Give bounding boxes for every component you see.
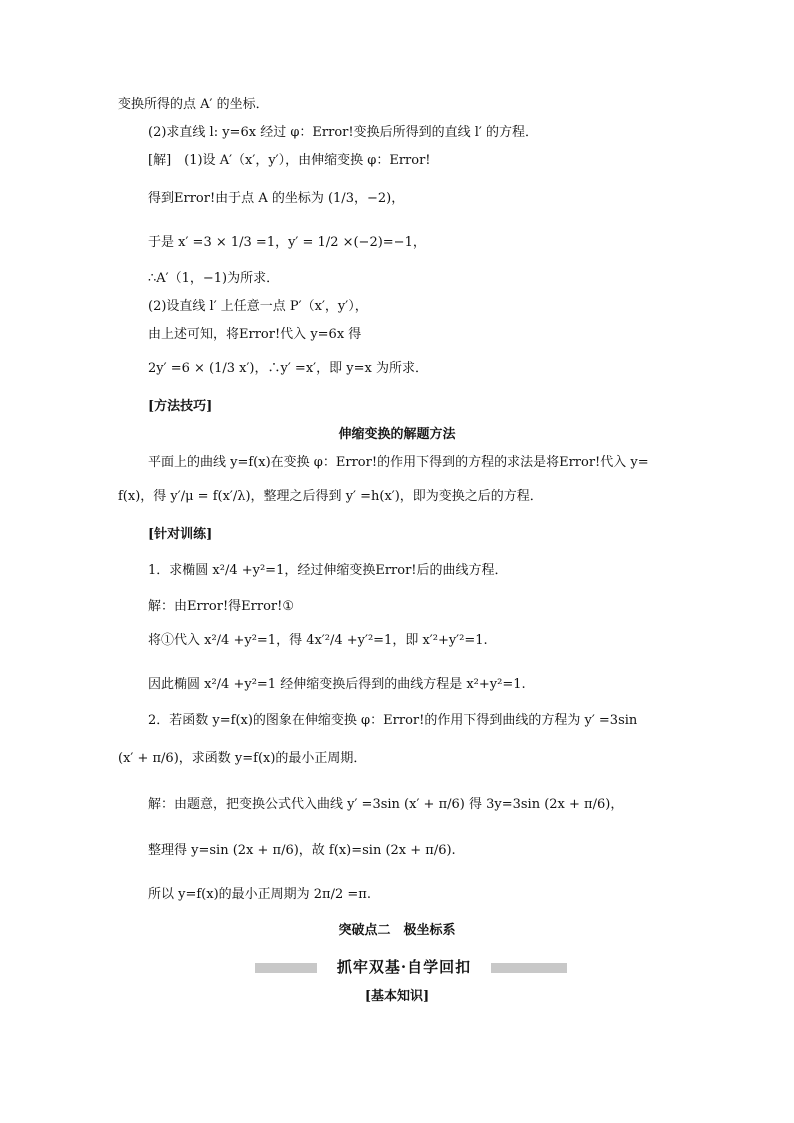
section-banner [255, 958, 567, 976]
exercise-2: 2．若函数 y=f(x)的图象在伸缩变换 φ：Error!的作用下得到曲线的方程为 y′ =3sin [148, 713, 638, 728]
exercise-2-solution-1: 解：由题意，把变换公式代入曲线 y′ =3sin (x′ + π/6) 得 3y=3sin (2x + π/6)， [148, 797, 624, 812]
solution-step-5: 由上述可知，将Error!代入 y=6x 得 [148, 327, 362, 342]
question-2: (2)求直线 l: y=6x 经过 φ：Error!变换后所得到的直线 l′ 的方程． [148, 125, 538, 140]
exercise-2-solution-3: 所以 y=f(x)的最小正周期为 2π/2 =π. [148, 887, 371, 902]
banner-bar-left [255, 963, 317, 973]
banner-text: 抓牢双基·自学回扣 [336, 958, 472, 976]
exercise-2-solution-2: 整理得 y=sin (2x + π/6)，故 f(x)=sin (2x + π/6). [148, 843, 456, 858]
method-title: 伸缩变换的解题方法 [338, 427, 456, 442]
exercise-1-solution-3: 因此椭圆 x²/4 +y²=1 经伸缩变换后得到的曲线方程是 x²+y²=1. [148, 677, 526, 692]
exercise-1-solution-2: 将①代入 x²/4 +y²=1，得 4x′²/4 +y′²=1，即 x′²+y′²=1. [148, 633, 488, 648]
method-tips-label: [方法技巧] [148, 399, 213, 414]
solution-step-6: 2y′ =6 × (1/3 x′)，∴y′ =x′，即 y=x 为所求． [148, 361, 428, 376]
solution-step-1: 得到Error!由于点 A 的坐标为 (1/3，−2)， [148, 191, 405, 206]
text-line-1: 变换所得的点 A′ 的坐标． [118, 97, 269, 112]
banner-bar-right [491, 963, 567, 973]
exercise-2-cont: (x′ + π/6)，求函数 y=f(x)的最小正周期． [118, 751, 367, 766]
exercise-1: 1．求椭圆 x²/4 +y²=1，经过伸缩变换Error!后的曲线方程． [148, 563, 508, 578]
method-text-1: 平面上的曲线 y=f(x)在变换 φ：Error!的作用下得到的方程的求法是将Error!代入 y= [148, 455, 649, 470]
method-text-2: f(x)，得 y′/μ = f(x′/λ)，整理之后得到 y′ =h(x′)，即为变换之后的方程． [118, 489, 543, 504]
solution-step-3: ∴A′（1，−1)为所求． [148, 271, 280, 286]
solution-heading: [解] (1)设 A′（x′，y′），由伸缩变换 φ：Error! [148, 153, 431, 168]
basic-knowledge-label: [基本知识] [364, 989, 430, 1004]
exercise-1-solution-1: 解：由Error!得Error!① [148, 599, 295, 614]
section-title: 突破点二 极坐标系 [338, 923, 456, 938]
solution-step-4: (2)设直线 l′ 上任意一点 P′（x′，y′）， [148, 299, 368, 314]
solution-step-2: 于是 x′ =3 × 1/3 =1，y′ = 1/2 ×(−2)=−1， [148, 235, 426, 250]
practice-label: [针对训练] [148, 527, 213, 542]
